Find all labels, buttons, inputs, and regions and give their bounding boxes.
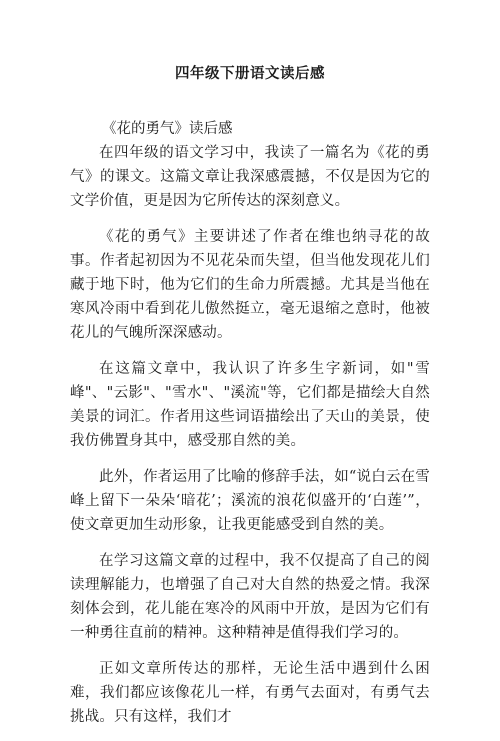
paragraph-1: 在四年级的语文学习中，我读了一篇名为《花的勇气》的课文。这篇文章让我深感震撼，不仅是因为它的文学价值，更是因为它所传达的深刻意义。: [70, 145, 430, 209]
paragraph-3: 在这篇文章中，我认识了许多生字新词，如"雪峰"、"云影"、"雪水"、"溪流"等，它们都是描绘大自然美景的词汇。作者用这些词语描绘出了天山的美景，使我仿佛置身其中，感受那自然的美。: [70, 361, 430, 449]
paragraph-5: 在学习这篇文章的过程中，我不仅提高了自己的阅读理解能力，也增强了自己对大自然的热爱之情。我深刻体会到，花儿能在寒冷的风雨中开放，是因为它们有一种勇往直前的精神。这种精神是值得我们学习的。: [70, 553, 430, 641]
document-title: 四年级下册语文读后感: [175, 66, 325, 82]
essay-heading: 《花的勇气》读后感: [102, 121, 233, 137]
paragraph-2: 《花的勇气》主要讲述了作者在维也纳寻花的故事。作者起初因为不见花朵而失望，但当他发现花儿们藏于地下时，他为它们的生命力所震撼。尤其是当他在寒风冷雨中看到花儿傲然挺立，毫无退缩之意时，他被花儿的气魄所深深感动。: [70, 229, 430, 341]
essay-body: [70, 141, 430, 741]
paragraph-6: 正如文章所传达的那样，无论生活中遇到什么困难，我们都应该像花儿一样，有勇气去面对，有勇气去挑战。只有这样，我们才: [70, 661, 430, 725]
paragraph-4: 此外，作者运用了比喻的修辞手法，如“说白云在雪峰上留下一朵朵‘暗花’；溪流的浪花似盛开的‘白莲’”，使文章更加生动形象，让我更能感受到自然的美。: [70, 469, 431, 533]
